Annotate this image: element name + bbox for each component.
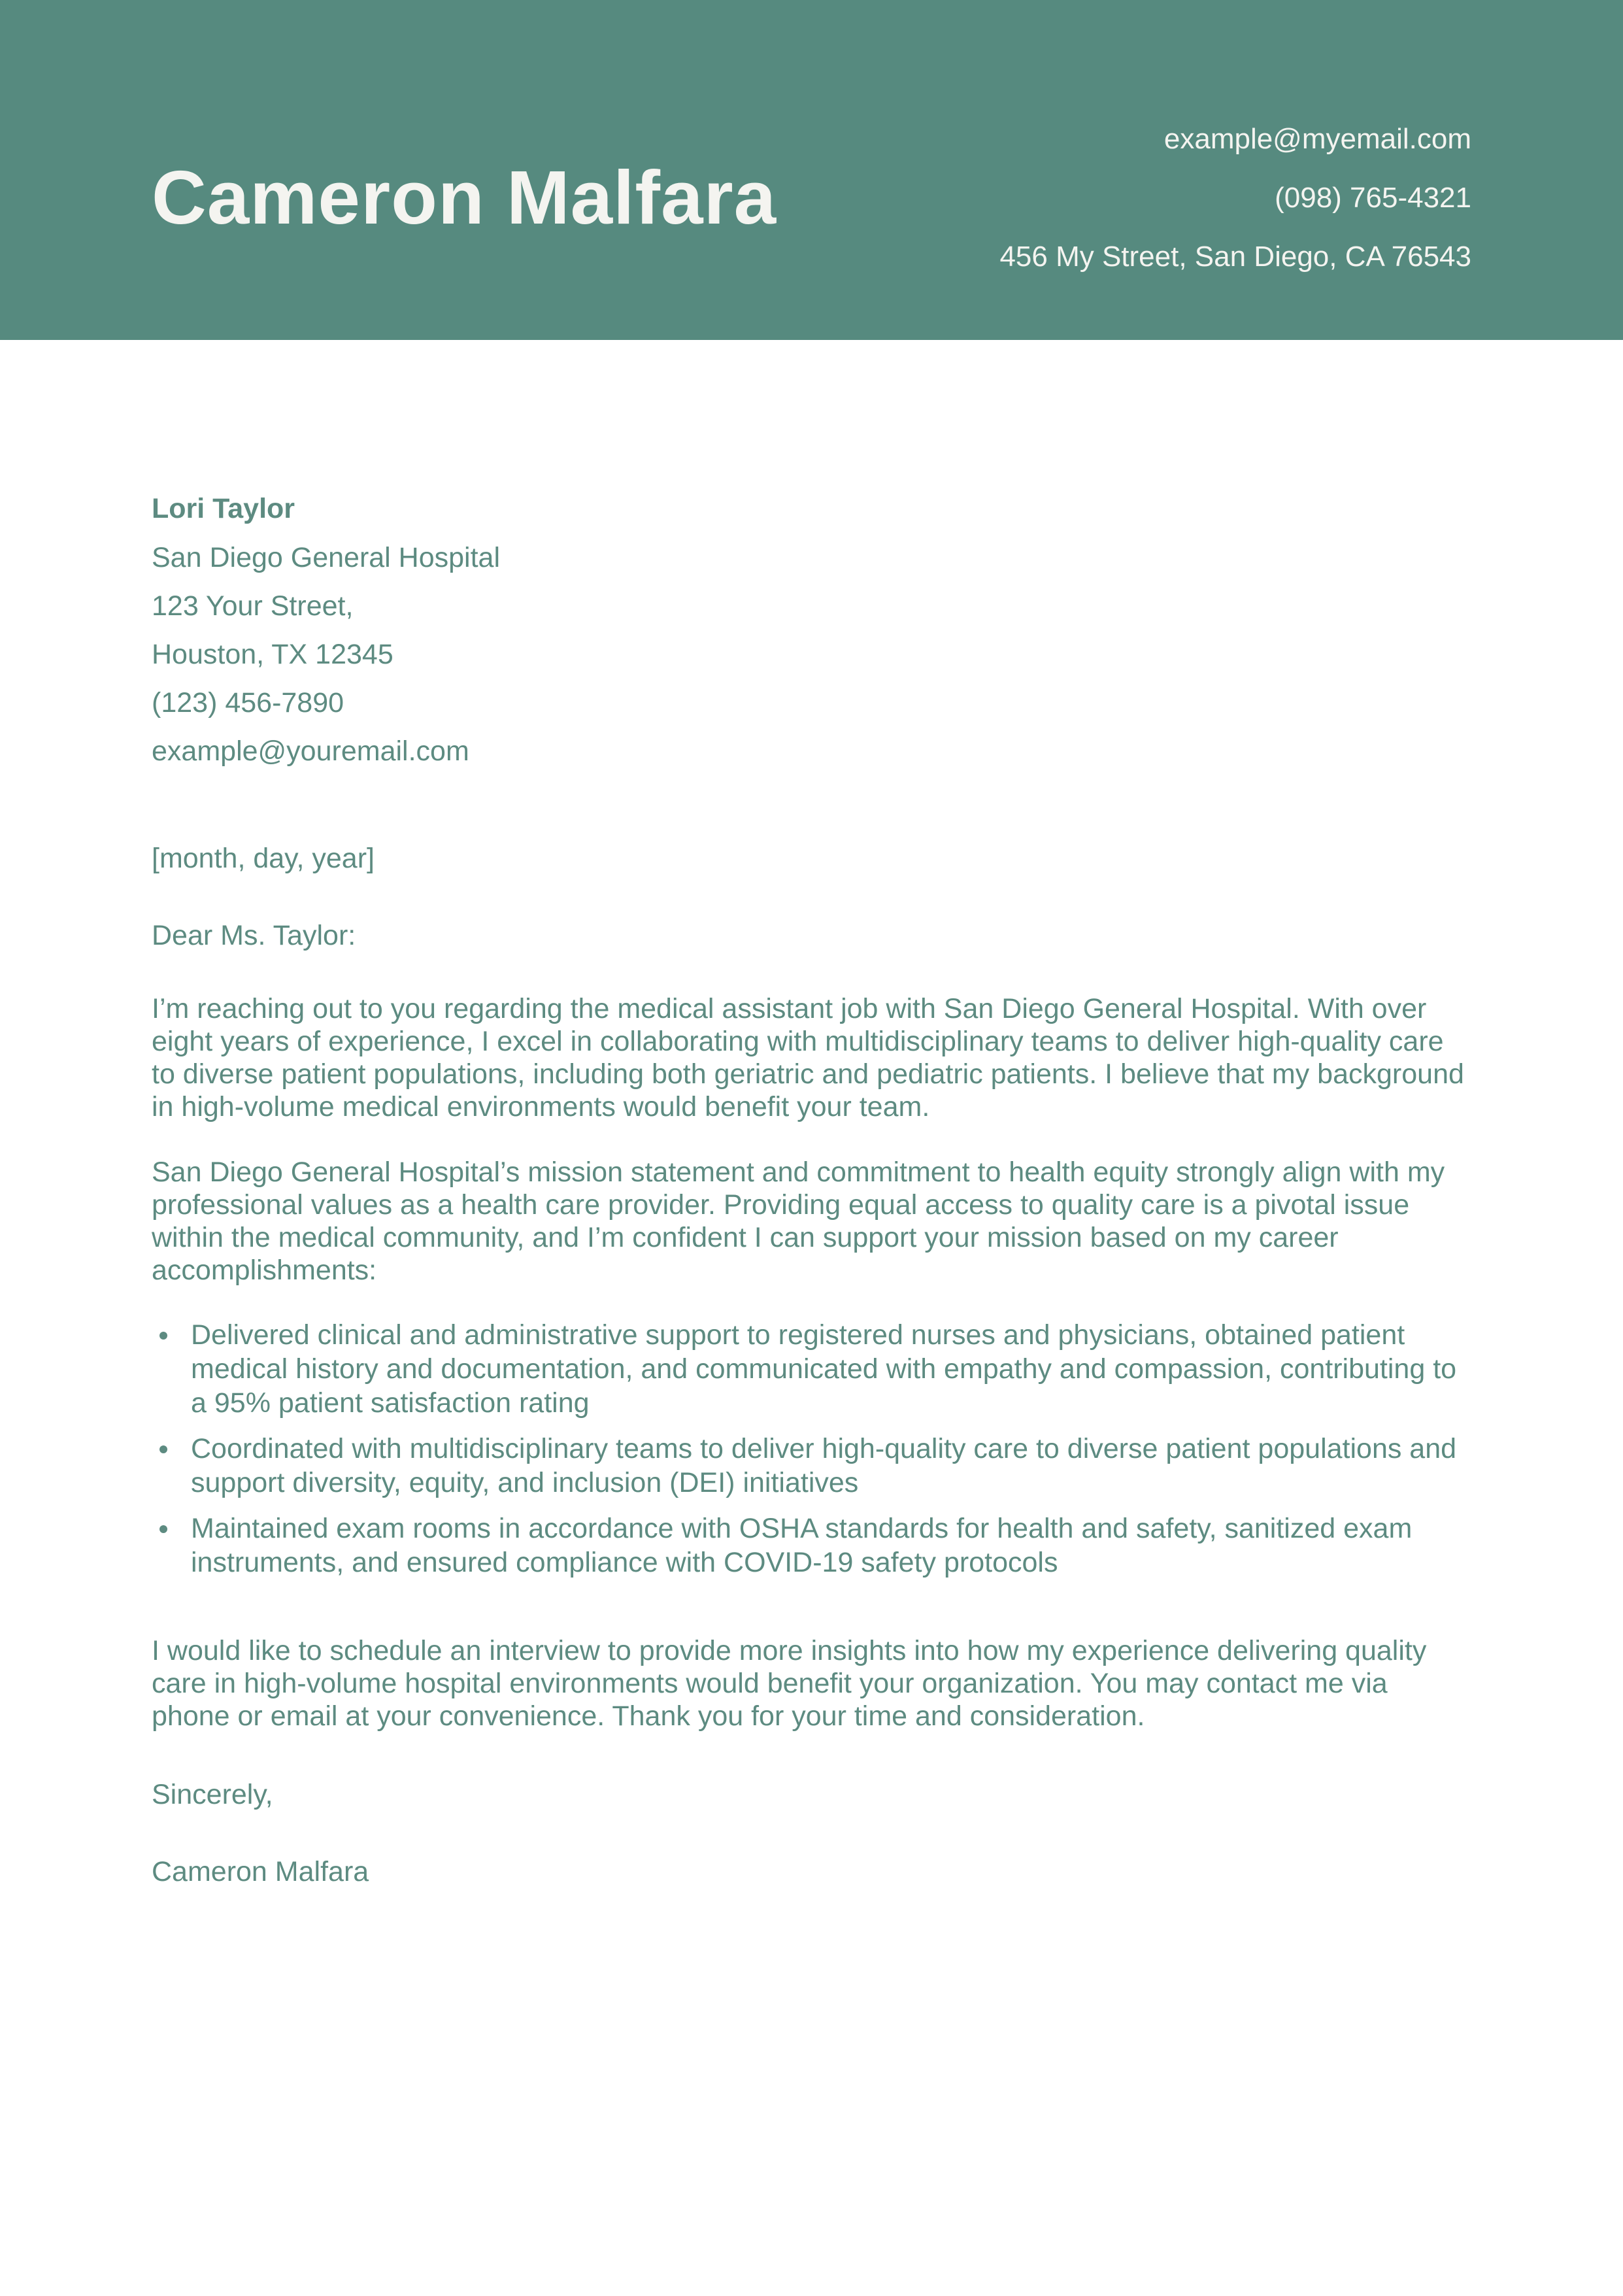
accomplishment-text: Maintained exam rooms in accordance with OSHA standards for health and safety, sanitized exam instruments, and ensured compliance with COVID-19 safety protocols bbox=[191, 1513, 1413, 1578]
paragraph-intro: I’m reaching out to you regarding the medical assistant job with San Diego General Hospital. With over eight years of experience, I excel in collaborating with multidisciplinary teams to deliver high-quality care to diverse patient populations, including both geriatric and pediatric patients. I believe that my background in high-volume medical environments would benefit your team. bbox=[152, 993, 1464, 1123]
recipient-block bbox=[152, 484, 1472, 775]
letter-header bbox=[0, 0, 1623, 340]
recipient-organization: San Diego General Hospital bbox=[152, 542, 501, 573]
sender-phone: (098) 765-4321 bbox=[1275, 182, 1471, 214]
sender-email: example@myemail.com bbox=[1163, 123, 1471, 155]
letter-date: [month, day, year] bbox=[152, 843, 375, 874]
recipient-email: example@youremail.com bbox=[152, 735, 469, 767]
sender-name: Cameron Malfara bbox=[152, 155, 777, 240]
accomplishment-text: Coordinated with multidisciplinary teams to deliver high-quality care to diverse patient populations and support diversity, equity, and inclusion (DEI) initiatives bbox=[191, 1433, 1457, 1498]
recipient-street: 123 Your Street, bbox=[152, 590, 354, 622]
bullet-icon bbox=[159, 1332, 167, 1340]
recipient-city: Houston, TX 12345 bbox=[152, 639, 393, 670]
recipient-phone: (123) 456-7890 bbox=[152, 687, 344, 718]
list-item bbox=[152, 1432, 1472, 1500]
recipient-name: Lori Taylor bbox=[152, 493, 295, 524]
accomplishments-list bbox=[152, 1318, 1472, 1579]
letter-body bbox=[152, 484, 1472, 1896]
list-item bbox=[152, 1318, 1472, 1420]
sender-address: 456 My Street, San Diego, CA 76543 bbox=[999, 241, 1471, 273]
accomplishment-text: Delivered clinical and administrative support to registered nurses and physicians, obtained patient medical history and documentation, and communicated with empathy and compassion, contributing to a 95% patient satisfaction rating bbox=[191, 1319, 1457, 1419]
bullet-icon bbox=[159, 1525, 167, 1533]
sender-contact bbox=[999, 110, 1471, 286]
bullet-icon bbox=[159, 1445, 167, 1453]
salutation: Dear Ms. Taylor: bbox=[152, 920, 356, 951]
closing: Sincerely, bbox=[152, 1779, 273, 1810]
list-item bbox=[152, 1511, 1472, 1579]
paragraph-closing: I would like to schedule an interview to provide more insights into how my experience delivering quality care in high-volume hospital environments would benefit your organization. You may contact me via phone or email at your convenience. Thank you for your time and consideration. bbox=[152, 1635, 1427, 1732]
paragraph-mission: San Diego General Hospital’s mission statement and commitment to health equity strongly align with my professional values as a health care provider. Providing equal access to quality care is a pivotal issue within the medical community, and I’m confident I can support your mission based on my career accomplishments: bbox=[152, 1156, 1445, 1286]
signature: Cameron Malfara bbox=[152, 1856, 369, 1887]
